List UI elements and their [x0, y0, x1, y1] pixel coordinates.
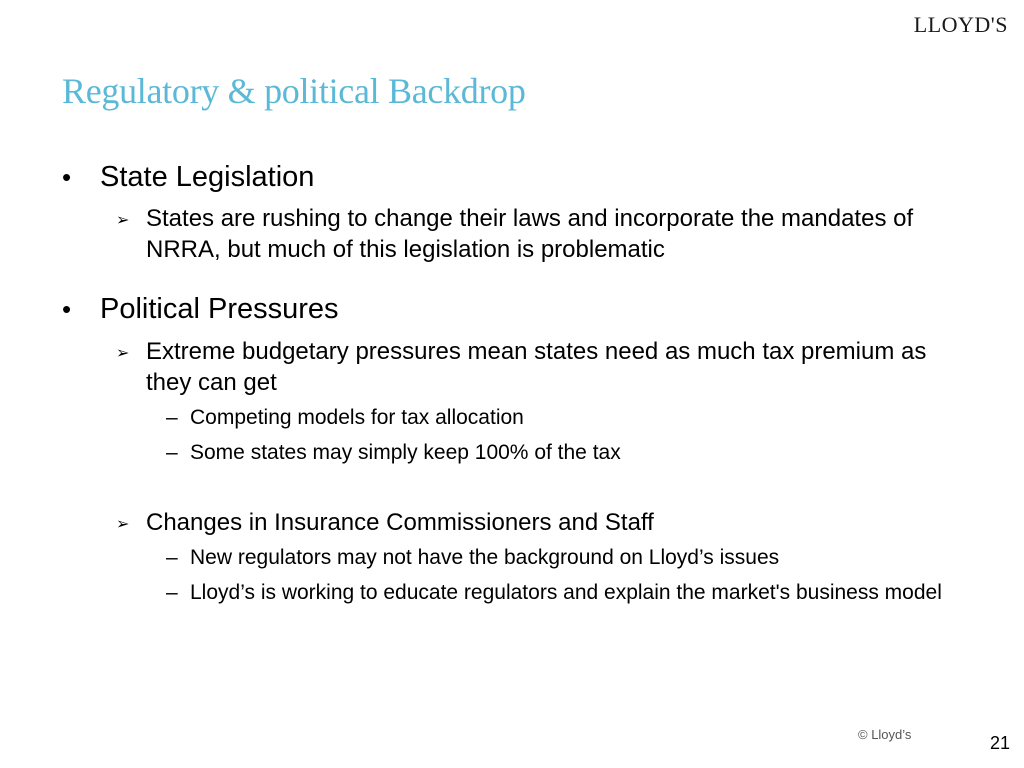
lloyds-logo: LLOYD'S: [913, 12, 1008, 37]
arrow-bullet-icon: ➢: [116, 345, 130, 362]
bullet-text: Lloyd’s is working to educate regulators and explain the market's business model: [190, 581, 942, 604]
bullet-dot-icon: •: [62, 162, 72, 192]
dash-bullet-icon: –: [166, 546, 178, 569]
bullet-text: New regulators may not have the background on Lloyd’s issues: [190, 546, 780, 569]
bullet-dot-icon: •: [62, 294, 72, 324]
bullet-text: State Legislation: [100, 161, 315, 193]
page-number: 21: [989, 733, 1010, 753]
bullet-text: States are rushing to change their laws and incorporate the mandates of NRRA, but much of this legislation is problematic: [146, 205, 914, 263]
bullet-level2: [116, 336, 946, 398]
arrow-bullet-icon: ➢: [116, 212, 130, 229]
bullet-text: Extreme budgetary pressures mean states need as much tax premium as they can get: [146, 338, 927, 396]
dash-bullet-icon: –: [166, 441, 178, 464]
bullet-level2: [116, 507, 946, 538]
copyright-text: © Lloyd’s: [858, 727, 912, 742]
slide-title: Regulatory & political Backdrop: [62, 71, 526, 111]
bullet-text: Changes in Insurance Commissioners and Staff: [146, 509, 654, 536]
bullet-text: Political Pressures: [100, 293, 339, 325]
bullet-level1: [62, 292, 339, 326]
bullet-text: Some states may simply keep 100% of the tax: [190, 441, 621, 464]
bullet-level3: [166, 439, 950, 466]
dash-bullet-icon: –: [166, 581, 178, 604]
bullet-level3: [166, 544, 950, 571]
bullet-level3: [166, 404, 950, 431]
bullet-level2: [116, 203, 946, 265]
bullet-text: Competing models for tax allocation: [190, 406, 524, 429]
bullet-level1: [62, 160, 315, 194]
arrow-bullet-icon: ➢: [116, 516, 130, 533]
bullet-level3: [166, 579, 950, 606]
dash-bullet-icon: –: [166, 406, 178, 429]
